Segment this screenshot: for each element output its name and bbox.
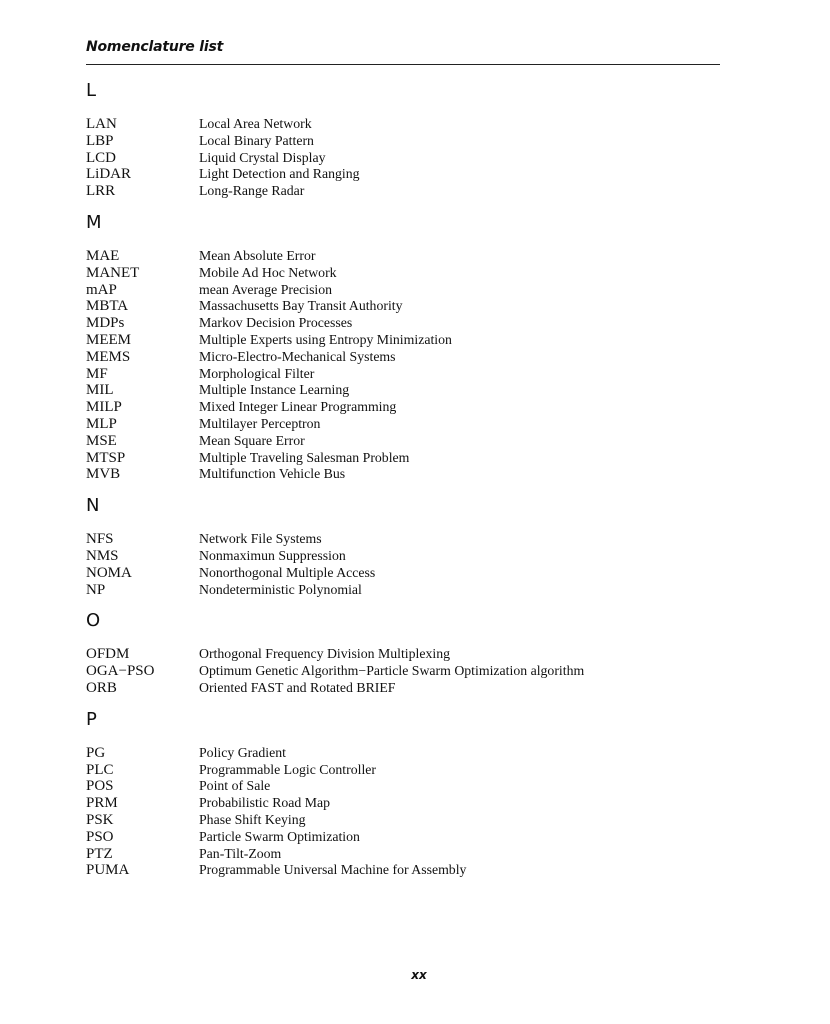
definition: Particle Swarm Optimization bbox=[199, 828, 360, 844]
abbreviation: MIL bbox=[86, 382, 114, 399]
list-item bbox=[86, 531, 726, 548]
definition: mean Average Precision bbox=[199, 281, 333, 297]
definition: Markov Decision Processes bbox=[199, 315, 353, 331]
definition: Pan-Tilt-Zoom bbox=[199, 845, 282, 861]
list-item bbox=[86, 466, 726, 483]
list-item bbox=[86, 778, 726, 795]
abbreviation: MF bbox=[86, 365, 108, 382]
abbreviation: PG bbox=[86, 744, 106, 761]
entry-list bbox=[86, 531, 726, 598]
list-item bbox=[86, 166, 726, 183]
list-item bbox=[86, 433, 726, 450]
section-letter: M bbox=[86, 211, 102, 233]
entry-list bbox=[86, 646, 726, 696]
abbreviation: MSE bbox=[86, 432, 117, 449]
list-item bbox=[86, 282, 726, 299]
definition: Nonmaximun Suppression bbox=[199, 547, 346, 563]
section-l bbox=[86, 80, 726, 200]
definition: Mean Square Error bbox=[199, 432, 305, 448]
list-item bbox=[86, 416, 726, 433]
definition: Mobile Ad Hoc Network bbox=[199, 264, 337, 280]
definition: Massachusetts Bay Transit Authority bbox=[199, 298, 403, 314]
section-o bbox=[86, 610, 726, 696]
list-item bbox=[86, 248, 726, 265]
definition: Nonorthogonal Multiple Access bbox=[199, 564, 376, 580]
list-item bbox=[86, 150, 726, 167]
list-item bbox=[86, 315, 726, 332]
running-head: Nomenclature list bbox=[86, 39, 224, 55]
definition: Oriented FAST and Rotated BRIEF bbox=[199, 679, 396, 695]
list-item bbox=[86, 349, 726, 366]
definition: Local Binary Pattern bbox=[199, 132, 314, 148]
list-item bbox=[86, 133, 726, 150]
definition: Liquid Crystal Display bbox=[199, 149, 326, 165]
abbreviation: PUMA bbox=[86, 862, 130, 879]
abbreviation: MTSP bbox=[86, 449, 126, 466]
abbreviation: OFDM bbox=[86, 646, 130, 663]
section-m bbox=[86, 212, 726, 483]
abbreviation: PTZ bbox=[86, 845, 113, 862]
definition: Phase Shift Keying bbox=[199, 811, 306, 827]
definition: Multiple Traveling Salesman Problem bbox=[199, 449, 410, 465]
definition: Multiple Instance Learning bbox=[199, 382, 350, 398]
abbreviation: LBP bbox=[86, 132, 114, 149]
list-item bbox=[86, 548, 726, 565]
definition: Orthogonal Frequency Division Multiplexing bbox=[199, 646, 450, 662]
abbreviation: mAP bbox=[86, 281, 117, 298]
abbreviation: PSK bbox=[86, 811, 114, 828]
abbreviation: OGA−PSO bbox=[86, 663, 155, 680]
list-item bbox=[86, 582, 726, 599]
entry-list bbox=[86, 116, 726, 200]
entry-list bbox=[86, 745, 726, 879]
list-item bbox=[86, 399, 726, 416]
list-item bbox=[86, 812, 726, 829]
list-item bbox=[86, 450, 726, 467]
list-item bbox=[86, 332, 726, 349]
definition: Programmable Universal Machine for Assembly bbox=[199, 862, 467, 878]
header-rule bbox=[86, 64, 720, 65]
abbreviation: MDPs bbox=[86, 315, 125, 332]
definition: Programmable Logic Controller bbox=[199, 761, 377, 777]
list-item bbox=[86, 183, 726, 200]
list-item bbox=[86, 565, 726, 582]
list-item bbox=[86, 795, 726, 812]
definition: Policy Gradient bbox=[199, 744, 286, 760]
abbreviation: MBTA bbox=[86, 298, 129, 315]
abbreviation: MILP bbox=[86, 399, 122, 416]
abbreviation: NP bbox=[86, 581, 106, 598]
definition: Long-Range Radar bbox=[199, 183, 305, 199]
list-item bbox=[86, 762, 726, 779]
abbreviation: LCD bbox=[86, 149, 116, 166]
abbreviation: NFS bbox=[86, 531, 114, 548]
definition: Multilayer Perceptron bbox=[199, 415, 321, 431]
definition: Micro-Electro-Mechanical Systems bbox=[199, 348, 396, 364]
abbreviation: MAE bbox=[86, 247, 120, 264]
section-letter: L bbox=[86, 80, 97, 101]
definition: Optimum Genetic Algorithm−Particle Swarm Optimization algorithm bbox=[199, 663, 585, 679]
definition: Mixed Integer Linear Programming bbox=[199, 399, 397, 415]
abbreviation: PLC bbox=[86, 761, 114, 778]
list-item bbox=[86, 298, 726, 315]
list-item bbox=[86, 663, 726, 680]
entry-list bbox=[86, 248, 726, 483]
list-item bbox=[86, 382, 726, 399]
list-item bbox=[86, 366, 726, 383]
definition: Morphological Filter bbox=[199, 365, 315, 381]
abbreviation: ORB bbox=[86, 679, 117, 696]
list-item bbox=[86, 646, 726, 663]
abbreviation: MEMS bbox=[86, 348, 131, 365]
section-letter: P bbox=[86, 708, 97, 730]
list-item bbox=[86, 862, 726, 879]
abbreviation: MVB bbox=[86, 466, 121, 483]
list-item bbox=[86, 829, 726, 846]
definition: Nondeterministic Polynomial bbox=[199, 581, 362, 597]
abbreviation: NOMA bbox=[86, 564, 132, 581]
definition: Multifunction Vehicle Bus bbox=[199, 466, 346, 482]
list-item bbox=[86, 846, 726, 863]
nomenclature-list bbox=[86, 80, 726, 891]
section-n bbox=[86, 495, 726, 598]
list-item bbox=[86, 116, 726, 133]
section-p bbox=[86, 709, 726, 879]
abbreviation: POS bbox=[86, 778, 114, 795]
list-item bbox=[86, 745, 726, 762]
list-item bbox=[86, 680, 726, 697]
abbreviation: PSO bbox=[86, 828, 114, 845]
definition: Local Area Network bbox=[199, 116, 312, 131]
abbreviation: MANET bbox=[86, 264, 140, 281]
abbreviation: LRR bbox=[86, 183, 116, 200]
abbreviation: MLP bbox=[86, 415, 117, 432]
definition: Mean Absolute Error bbox=[199, 247, 316, 263]
abbreviation: MEEM bbox=[86, 331, 131, 348]
abbreviation: LiDAR bbox=[86, 166, 131, 183]
definition: Network File Systems bbox=[199, 531, 322, 547]
page-number: xx bbox=[411, 968, 427, 982]
abbreviation: NMS bbox=[86, 547, 119, 564]
section-letter: N bbox=[86, 495, 100, 517]
list-item bbox=[86, 265, 726, 282]
definition: Probabilistic Road Map bbox=[199, 795, 331, 811]
abbreviation: PRM bbox=[86, 795, 118, 812]
definition: Point of Sale bbox=[199, 778, 271, 794]
section-letter: O bbox=[86, 610, 101, 632]
definition: Light Detection and Ranging bbox=[199, 166, 360, 182]
abbreviation: LAN bbox=[86, 116, 117, 132]
definition: Multiple Experts using Entropy Minimization bbox=[199, 331, 452, 347]
